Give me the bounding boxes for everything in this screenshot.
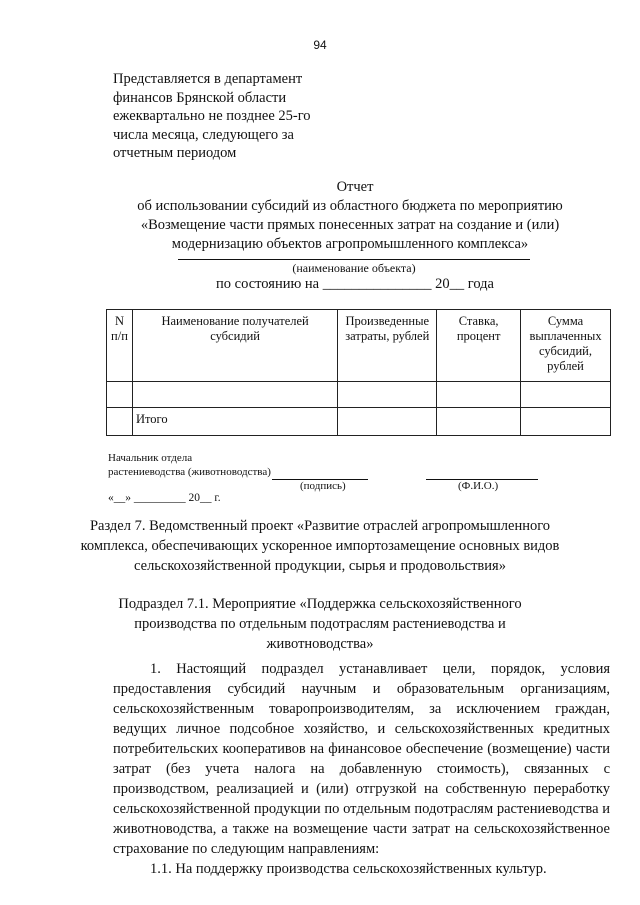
- table-header-row: [107, 310, 611, 382]
- report-date-line: по состоянию на _______________ 20__ года: [216, 276, 494, 292]
- paragraph-1: 1. Настоящий подраздел устанавливает цели, порядок, условия предоставления субсидий научным и образовательным организациям, сельскохозяйственным товаропроизводителям, за исключением граждан, ведущих личное подсобное хозяйство, и сельскохозяйственных кредитных потребительских кооперативов на финансовое обеспечение (возмещение) части затрат (без учета налога на добавленную стоимость), связанных с производством, реализацией и (или) отгрузкой на собственную переработку сельскохозяйственной продукции по отдельным подотраслям растениеводства и животноводства, а также на возмещение части затрат на сельскохозяйственное страхование по следующим направлениям:: [113, 661, 610, 857]
- submission-note: [113, 70, 353, 163]
- object-name-caption: (наименование объекта): [292, 261, 416, 275]
- table-cell: [338, 408, 437, 436]
- table-total-row: [107, 408, 611, 436]
- paragraph-1-1: 1.1. На поддержку производства сельскохозяйственных культур.: [150, 861, 547, 877]
- report-subtitle-line: об использовании субсидий из областного бюджета по мероприятию: [137, 198, 563, 214]
- submission-note-line: Представляется в департамент: [113, 71, 303, 87]
- body-text: [113, 659, 610, 879]
- table-cell: [107, 408, 133, 436]
- report-title: Отчет: [336, 179, 374, 195]
- subsection-7-1-heading-line: производства по отдельным подотраслям растениеводства и: [134, 616, 506, 632]
- table-cell: [437, 408, 521, 436]
- subsection-7-1-heading-line: животноводства»: [266, 636, 374, 652]
- object-name-line: [178, 259, 530, 260]
- signature-position-line1: Начальник отдела: [108, 452, 193, 464]
- name-caption: (Ф.И.О.): [458, 480, 499, 492]
- column-header-subsidy-sum: Сумма выплаченных субсидий, рублей: [521, 310, 611, 382]
- subsection-7-1-heading: [0, 594, 640, 654]
- submission-note-line: отчетным периодом: [113, 145, 237, 161]
- section-7-heading-line: комплекса, обеспечивающих ускоренное импортозамещение основных видов: [80, 538, 560, 554]
- section-7-heading: [0, 516, 640, 576]
- report-subtitle-line: модернизацию объектов агропромышленного комплекса»: [171, 236, 529, 252]
- column-header-rate: Ставка, процент: [437, 310, 521, 382]
- column-header-number: N п/п: [107, 310, 133, 382]
- submission-note-line: числа месяца, следующего за: [113, 126, 294, 143]
- column-header-recipients: Наименование получателей субсидий: [132, 310, 337, 382]
- page-number: 94: [313, 38, 327, 52]
- section-7-heading-line: Раздел 7. Ведомственный проект «Развитие отраслей агропромышленного: [89, 518, 551, 534]
- submission-note-line: финансов Брянской области: [113, 89, 287, 106]
- section-7-heading-line: сельскохозяйственной продукции, сырья и продовольствия»: [134, 558, 506, 574]
- table-cell: [521, 382, 611, 408]
- table-cell: [437, 382, 521, 408]
- report-subtitle-line: «Возмещение части прямых понесенных затрат на создание и (или): [140, 217, 560, 233]
- table-cell: [132, 382, 337, 408]
- table-cell: [521, 408, 611, 436]
- table-row: [107, 382, 611, 408]
- table-cell: [107, 382, 133, 408]
- table-cell: [338, 382, 437, 408]
- submission-note-line: ежеквартально не позднее 25-го: [113, 108, 311, 124]
- subsection-7-1-heading-line: Подраздел 7.1. Мероприятие «Поддержка сельскохозяйственного: [118, 596, 522, 612]
- column-header-costs: Произведенные затраты, рублей: [338, 310, 437, 382]
- signature-caption: (подпись): [300, 480, 346, 492]
- signature-date: «__» _________ 20__ г.: [108, 492, 221, 504]
- report-table: [106, 309, 611, 436]
- report-header: [0, 178, 640, 254]
- total-label: Итого: [132, 408, 337, 436]
- signature-position-line2: растениеводства (животноводства): [108, 466, 271, 478]
